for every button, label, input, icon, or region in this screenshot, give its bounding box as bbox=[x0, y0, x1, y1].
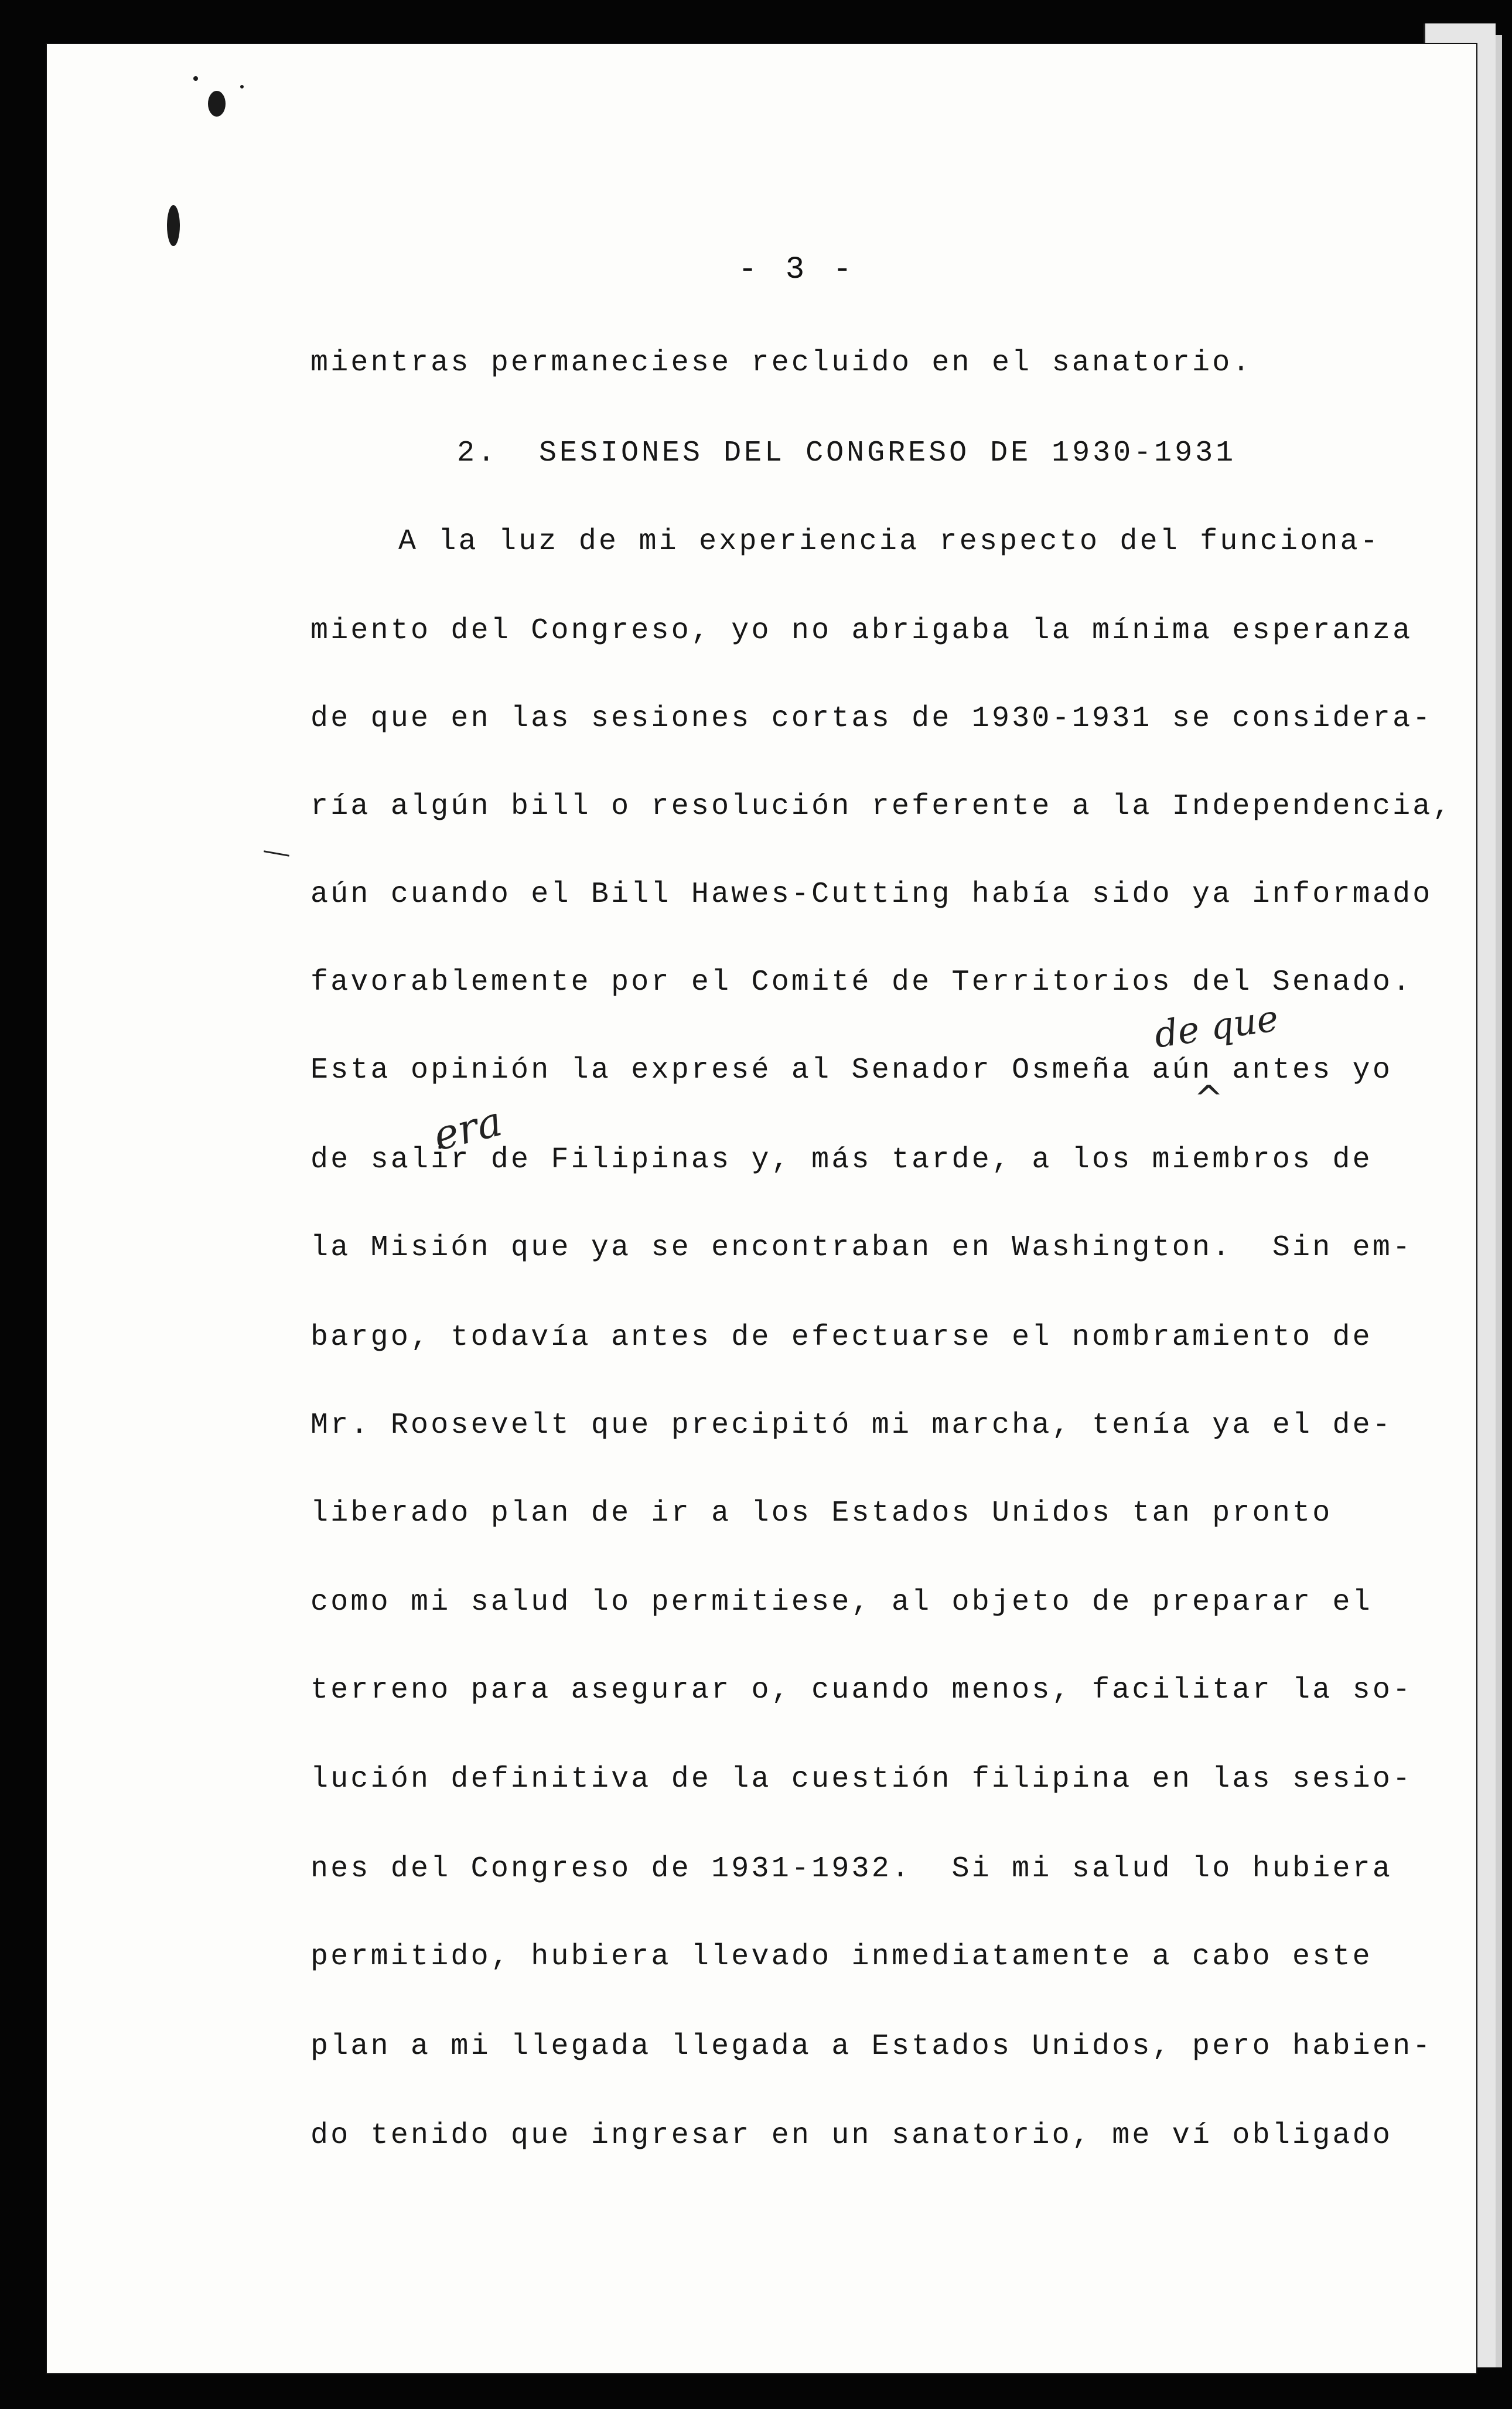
ink-blot bbox=[193, 76, 198, 81]
insertion-caret: ^ bbox=[1194, 1078, 1224, 1119]
margin-mark bbox=[264, 850, 289, 857]
text-line: lución definitiva de la cuestión filipina en las sesio- bbox=[310, 1763, 1413, 1796]
text-line: la Misión que ya se encontraban en Washington. Sin em- bbox=[310, 1231, 1413, 1265]
section-heading: 2. SESIONES DEL CONGRESO DE 1930-1931 bbox=[457, 437, 1237, 470]
text-line: miento del Congreso, yo no abrigaba la mínima esperanza bbox=[310, 614, 1413, 648]
text-line: Esta opinión la expresé al Senador Osmeña aún antes yo bbox=[310, 1054, 1393, 1087]
text-line: como mi salud lo permitiese, al objeto de preparar el bbox=[310, 1586, 1373, 1619]
text-line: de salir de Filipinas y, más tarde, a los miembros de bbox=[310, 1143, 1373, 1177]
text-line: mientras permaneciese recluido en el sanatorio. bbox=[310, 346, 1252, 380]
text-line: A la luz de mi experiencia respecto del funciona- bbox=[398, 525, 1381, 558]
text-line: bargo, todavía antes de efectuarse el nombramiento de bbox=[310, 1321, 1373, 1354]
text-line: permitido, hubiera llevado inmediatamente a cabo este bbox=[310, 1940, 1373, 1974]
ink-blot bbox=[240, 85, 244, 88]
text-line: aún cuando el Bill Hawes-Cutting había sido ya informado bbox=[310, 878, 1433, 911]
handwritten-insertion: era bbox=[428, 1097, 507, 1160]
document-page bbox=[47, 44, 1476, 2373]
text-line: terreno para asegurar o, cuando menos, facilitar la so- bbox=[310, 1674, 1413, 1707]
ink-blot bbox=[208, 91, 226, 117]
text-line: favorablemente por el Comité de Territorios del Senado. bbox=[310, 966, 1413, 999]
page-number: - 3 - bbox=[738, 252, 857, 288]
text-line: do tenido que ingresar en un sanatorio, me ví obligado bbox=[310, 2119, 1393, 2152]
handwritten-insertion: de que bbox=[1151, 996, 1281, 1057]
text-line: plan a mi llegada llegada a Estados Unidos, pero habien- bbox=[310, 2030, 1433, 2063]
text-line: Mr. Roosevelt que precipitó mi marcha, tenía ya el de- bbox=[310, 1409, 1393, 1442]
ink-blot bbox=[167, 205, 180, 246]
text-line: ría algún bill o resolución referente a la Independencia, bbox=[310, 790, 1453, 823]
text-line: nes del Congreso de 1931-1932. Si mi salud lo hubiera bbox=[310, 1852, 1393, 1886]
text-line: de que en las sesiones cortas de 1930-1931 se considera- bbox=[310, 702, 1433, 735]
text-line: liberado plan de ir a los Estados Unidos tan pronto bbox=[310, 1497, 1333, 1530]
